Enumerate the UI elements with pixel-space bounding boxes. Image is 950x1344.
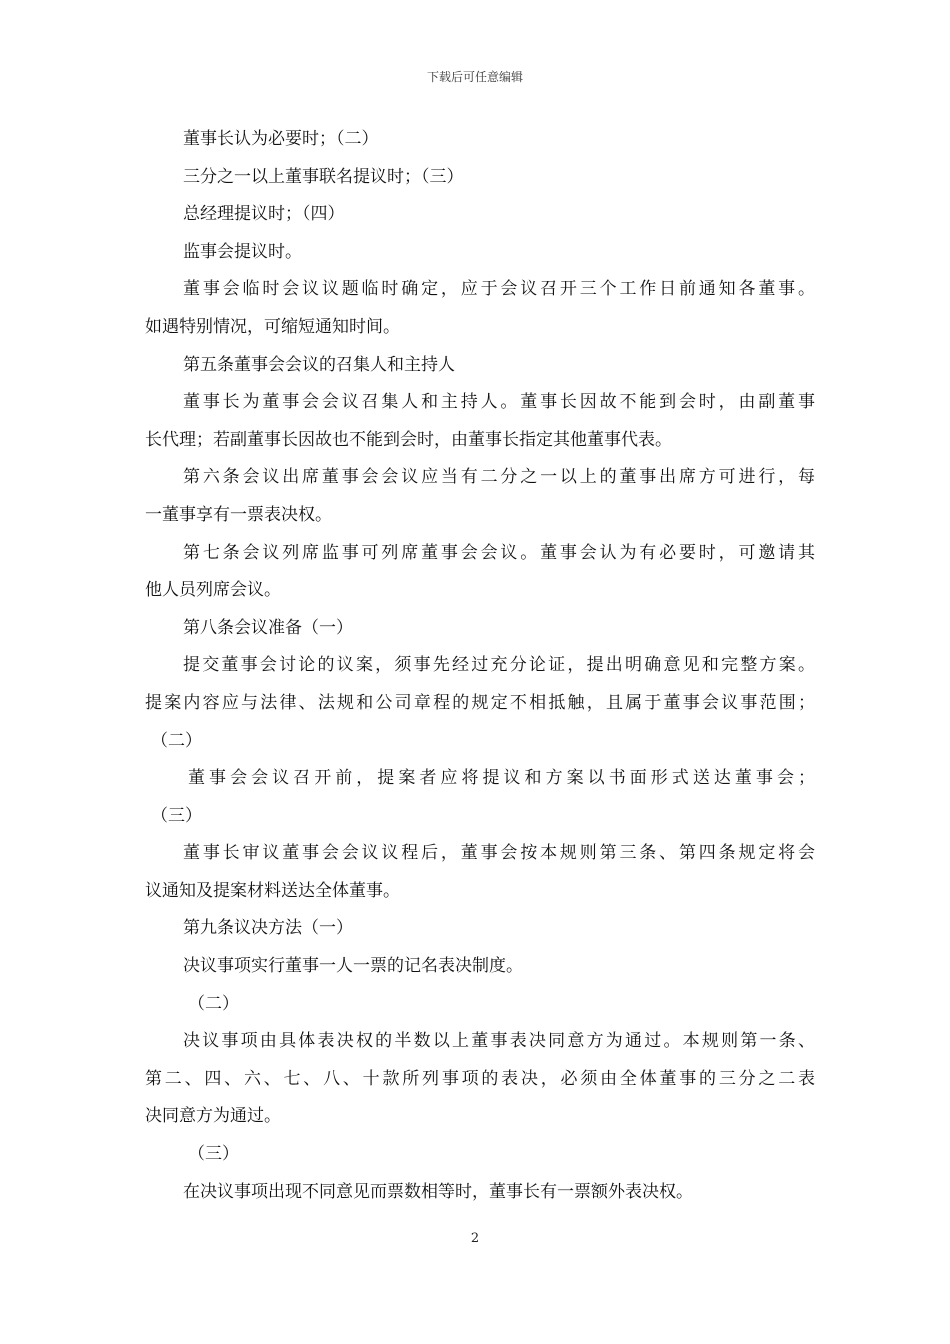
item-marker: （三） (188, 1144, 239, 1165)
paragraph-line: 决议事项由具体表决权的半数以上董事表决同意方为通过。本规则第一条、 (183, 1031, 815, 1052)
paragraph-line: 议通知及提案材料送达全体董事。 (145, 880, 400, 901)
paragraph-line: 第六条会议出席董事会会议应当有二分之一以上的董事出席方可进行，每 (183, 467, 815, 488)
paragraph-line: 他人员列席会议。 (145, 580, 281, 601)
page-header: 下载后可任意编辑 (426, 70, 523, 84)
paragraph-line: 在决议事项出现不同意见而票数相等时，董事长有一票额外表决权。 (183, 1181, 693, 1202)
paragraph-line: 决同意方为通过。 (145, 1106, 281, 1127)
article-heading: 第五条董事会会议的召集人和主持人 (183, 354, 455, 375)
paragraph-line: 总经理提议时；（四） (183, 204, 345, 225)
article-heading: 第九条议决方法（一） (183, 918, 353, 939)
paragraph-line: 提交董事会讨论的议案，须事先经过充分论证，提出明确意见和完整方案。 (183, 655, 815, 676)
paragraph-line: 监事会提议时。 (183, 241, 302, 262)
paragraph-line: 如遇特别情况，可缩短通知时间。 (145, 316, 400, 337)
paragraph-line: 董事会临时会议议题临时确定，应于会议召开三个工作日前通知各董事。 (183, 279, 815, 300)
item-marker: （二） (188, 993, 239, 1014)
item-marker: （三） (151, 805, 202, 826)
paragraph-line: 董事长为董事会会议召集人和主持人。董事长因故不能到会时，由副董事 (183, 392, 815, 413)
item-marker: （二） (151, 730, 202, 751)
article-heading: 第八条会议准备（一） (183, 617, 353, 638)
paragraph-line: 董事会会议召开前，提案者应将提议和方案以书面形式送达董事会； (188, 768, 815, 789)
paragraph-line: 三分之一以上董事联名提议时；（三） (183, 166, 464, 187)
paragraph-line: 提案内容应与法律、法规和公司章程的规定不相抵触，且属于董事会议事范围； (145, 692, 815, 713)
paragraph-line: 第七条会议列席监事可列席董事会会议。董事会认为有必要时，可邀请其 (183, 542, 815, 563)
page-number: 2 (470, 1231, 480, 1246)
paragraph-line: 董事长认为必要时；（二） (183, 129, 379, 149)
paragraph-line: 第二、四、六、七、八、十款所列事项的表决，必须由全体董事的三分之二表 (145, 1068, 815, 1089)
paragraph-line: 一董事享有一票表决权。 (145, 504, 332, 525)
paragraph-line: 决议事项实行董事一人一票的记名表决制度。 (183, 956, 523, 977)
document-body (145, 121, 815, 1211)
paragraph-line: 董事长审议董事会会议议程后，董事会按本规则第三条、第四条规定将会 (183, 843, 815, 864)
paragraph-line: 长代理；若副董事长因故也不能到会时，由董事长指定其他董事代表。 (145, 429, 672, 450)
